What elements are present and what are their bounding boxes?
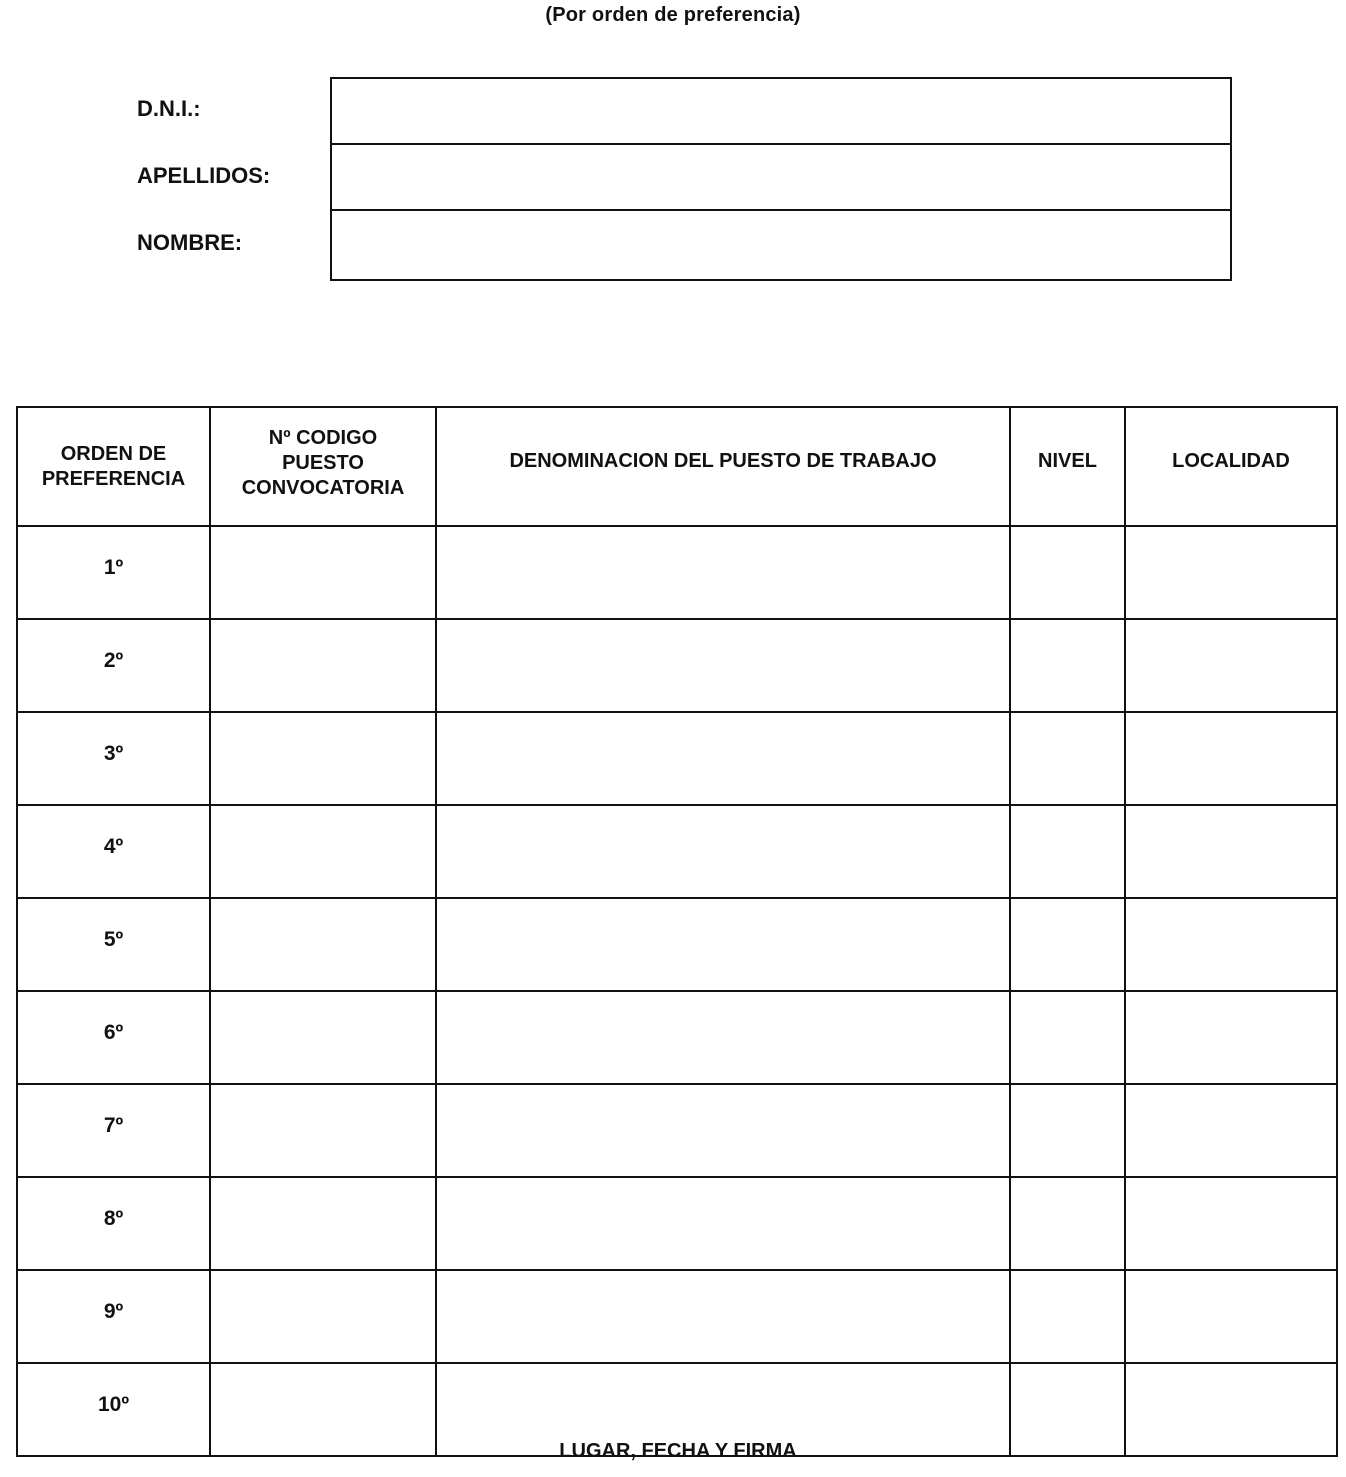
localidad-cell[interactable] xyxy=(1125,526,1337,619)
orden-cell: 2º xyxy=(17,619,210,712)
codigo-cell[interactable] xyxy=(210,526,436,619)
codigo-cell[interactable] xyxy=(210,712,436,805)
apellidos-field[interactable] xyxy=(332,145,1230,211)
apellidos-label: APELLIDOS: xyxy=(137,163,271,188)
header-codigo: Nº CODIGO PUESTO CONVOCATORIA xyxy=(210,407,436,526)
localidad-cell[interactable] xyxy=(1125,991,1337,1084)
codigo-cell[interactable] xyxy=(210,991,436,1084)
nivel-cell[interactable] xyxy=(1010,1084,1125,1177)
nombre-label: NOMBRE: xyxy=(137,230,243,255)
nivel-cell[interactable] xyxy=(1010,991,1125,1084)
nivel-cell[interactable] xyxy=(1010,805,1125,898)
orden-cell: 3º xyxy=(17,712,210,805)
table-row xyxy=(17,1270,1337,1363)
nivel-cell[interactable] xyxy=(1010,712,1125,805)
table-row xyxy=(17,619,1337,712)
nivel-cell[interactable] xyxy=(1010,1270,1125,1363)
nivel-cell[interactable] xyxy=(1010,619,1125,712)
localidad-cell[interactable] xyxy=(1125,619,1337,712)
header-localidad: LOCALIDAD xyxy=(1125,407,1337,526)
orden-cell: 10º xyxy=(17,1363,210,1456)
localidad-cell[interactable] xyxy=(1125,712,1337,805)
lugar-fecha-firma: LUGAR, FECHA Y FIRMA xyxy=(559,1440,797,1462)
localidad-cell[interactable] xyxy=(1125,805,1337,898)
orden-cell: 8º xyxy=(17,1177,210,1270)
codigo-cell[interactable] xyxy=(210,1084,436,1177)
form-subtitle: (Por orden de preferencia) xyxy=(545,4,801,26)
codigo-cell[interactable] xyxy=(210,805,436,898)
nivel-cell[interactable] xyxy=(1010,1177,1125,1270)
denominacion-cell[interactable] xyxy=(436,805,1010,898)
denominacion-cell[interactable] xyxy=(436,1270,1010,1363)
table-row xyxy=(17,1084,1337,1177)
codigo-cell[interactable] xyxy=(210,898,436,991)
localidad-cell[interactable] xyxy=(1125,1270,1337,1363)
denominacion-cell[interactable] xyxy=(436,1084,1010,1177)
dni-field[interactable] xyxy=(332,79,1230,145)
header-denominacion: DENOMINACION DEL PUESTO DE TRABAJO xyxy=(436,407,1010,526)
denominacion-cell[interactable] xyxy=(436,991,1010,1084)
header-row xyxy=(17,407,1337,526)
denominacion-cell[interactable] xyxy=(436,712,1010,805)
denominacion-cell[interactable] xyxy=(436,526,1010,619)
orden-cell: 7º xyxy=(17,1084,210,1177)
table-row xyxy=(17,1177,1337,1270)
orden-cell: 5º xyxy=(17,898,210,991)
table-row xyxy=(17,526,1337,619)
header-orden: ORDEN DE PREFERENCIA xyxy=(17,407,210,526)
orden-cell: 1º xyxy=(17,526,210,619)
preference-table xyxy=(16,406,1338,1457)
orden-cell: 6º xyxy=(17,991,210,1084)
table-row xyxy=(17,712,1337,805)
localidad-cell[interactable] xyxy=(1125,1177,1337,1270)
identification-box xyxy=(330,77,1232,281)
localidad-cell[interactable] xyxy=(1125,1084,1337,1177)
denominacion-cell[interactable] xyxy=(436,898,1010,991)
denominacion-cell[interactable] xyxy=(436,1177,1010,1270)
header-nivel: NIVEL xyxy=(1010,407,1125,526)
nivel-cell[interactable] xyxy=(1010,898,1125,991)
nivel-cell[interactable] xyxy=(1010,526,1125,619)
orden-cell: 9º xyxy=(17,1270,210,1363)
table-row xyxy=(17,991,1337,1084)
denominacion-cell[interactable] xyxy=(436,619,1010,712)
localidad-cell[interactable] xyxy=(1125,898,1337,991)
table-row xyxy=(17,805,1337,898)
codigo-cell[interactable] xyxy=(210,1270,436,1363)
dni-label: D.N.I.: xyxy=(137,96,201,121)
codigo-cell[interactable] xyxy=(210,1177,436,1270)
orden-cell: 4º xyxy=(17,805,210,898)
codigo-cell[interactable] xyxy=(210,619,436,712)
table-row xyxy=(17,898,1337,991)
nombre-field[interactable] xyxy=(332,211,1230,277)
